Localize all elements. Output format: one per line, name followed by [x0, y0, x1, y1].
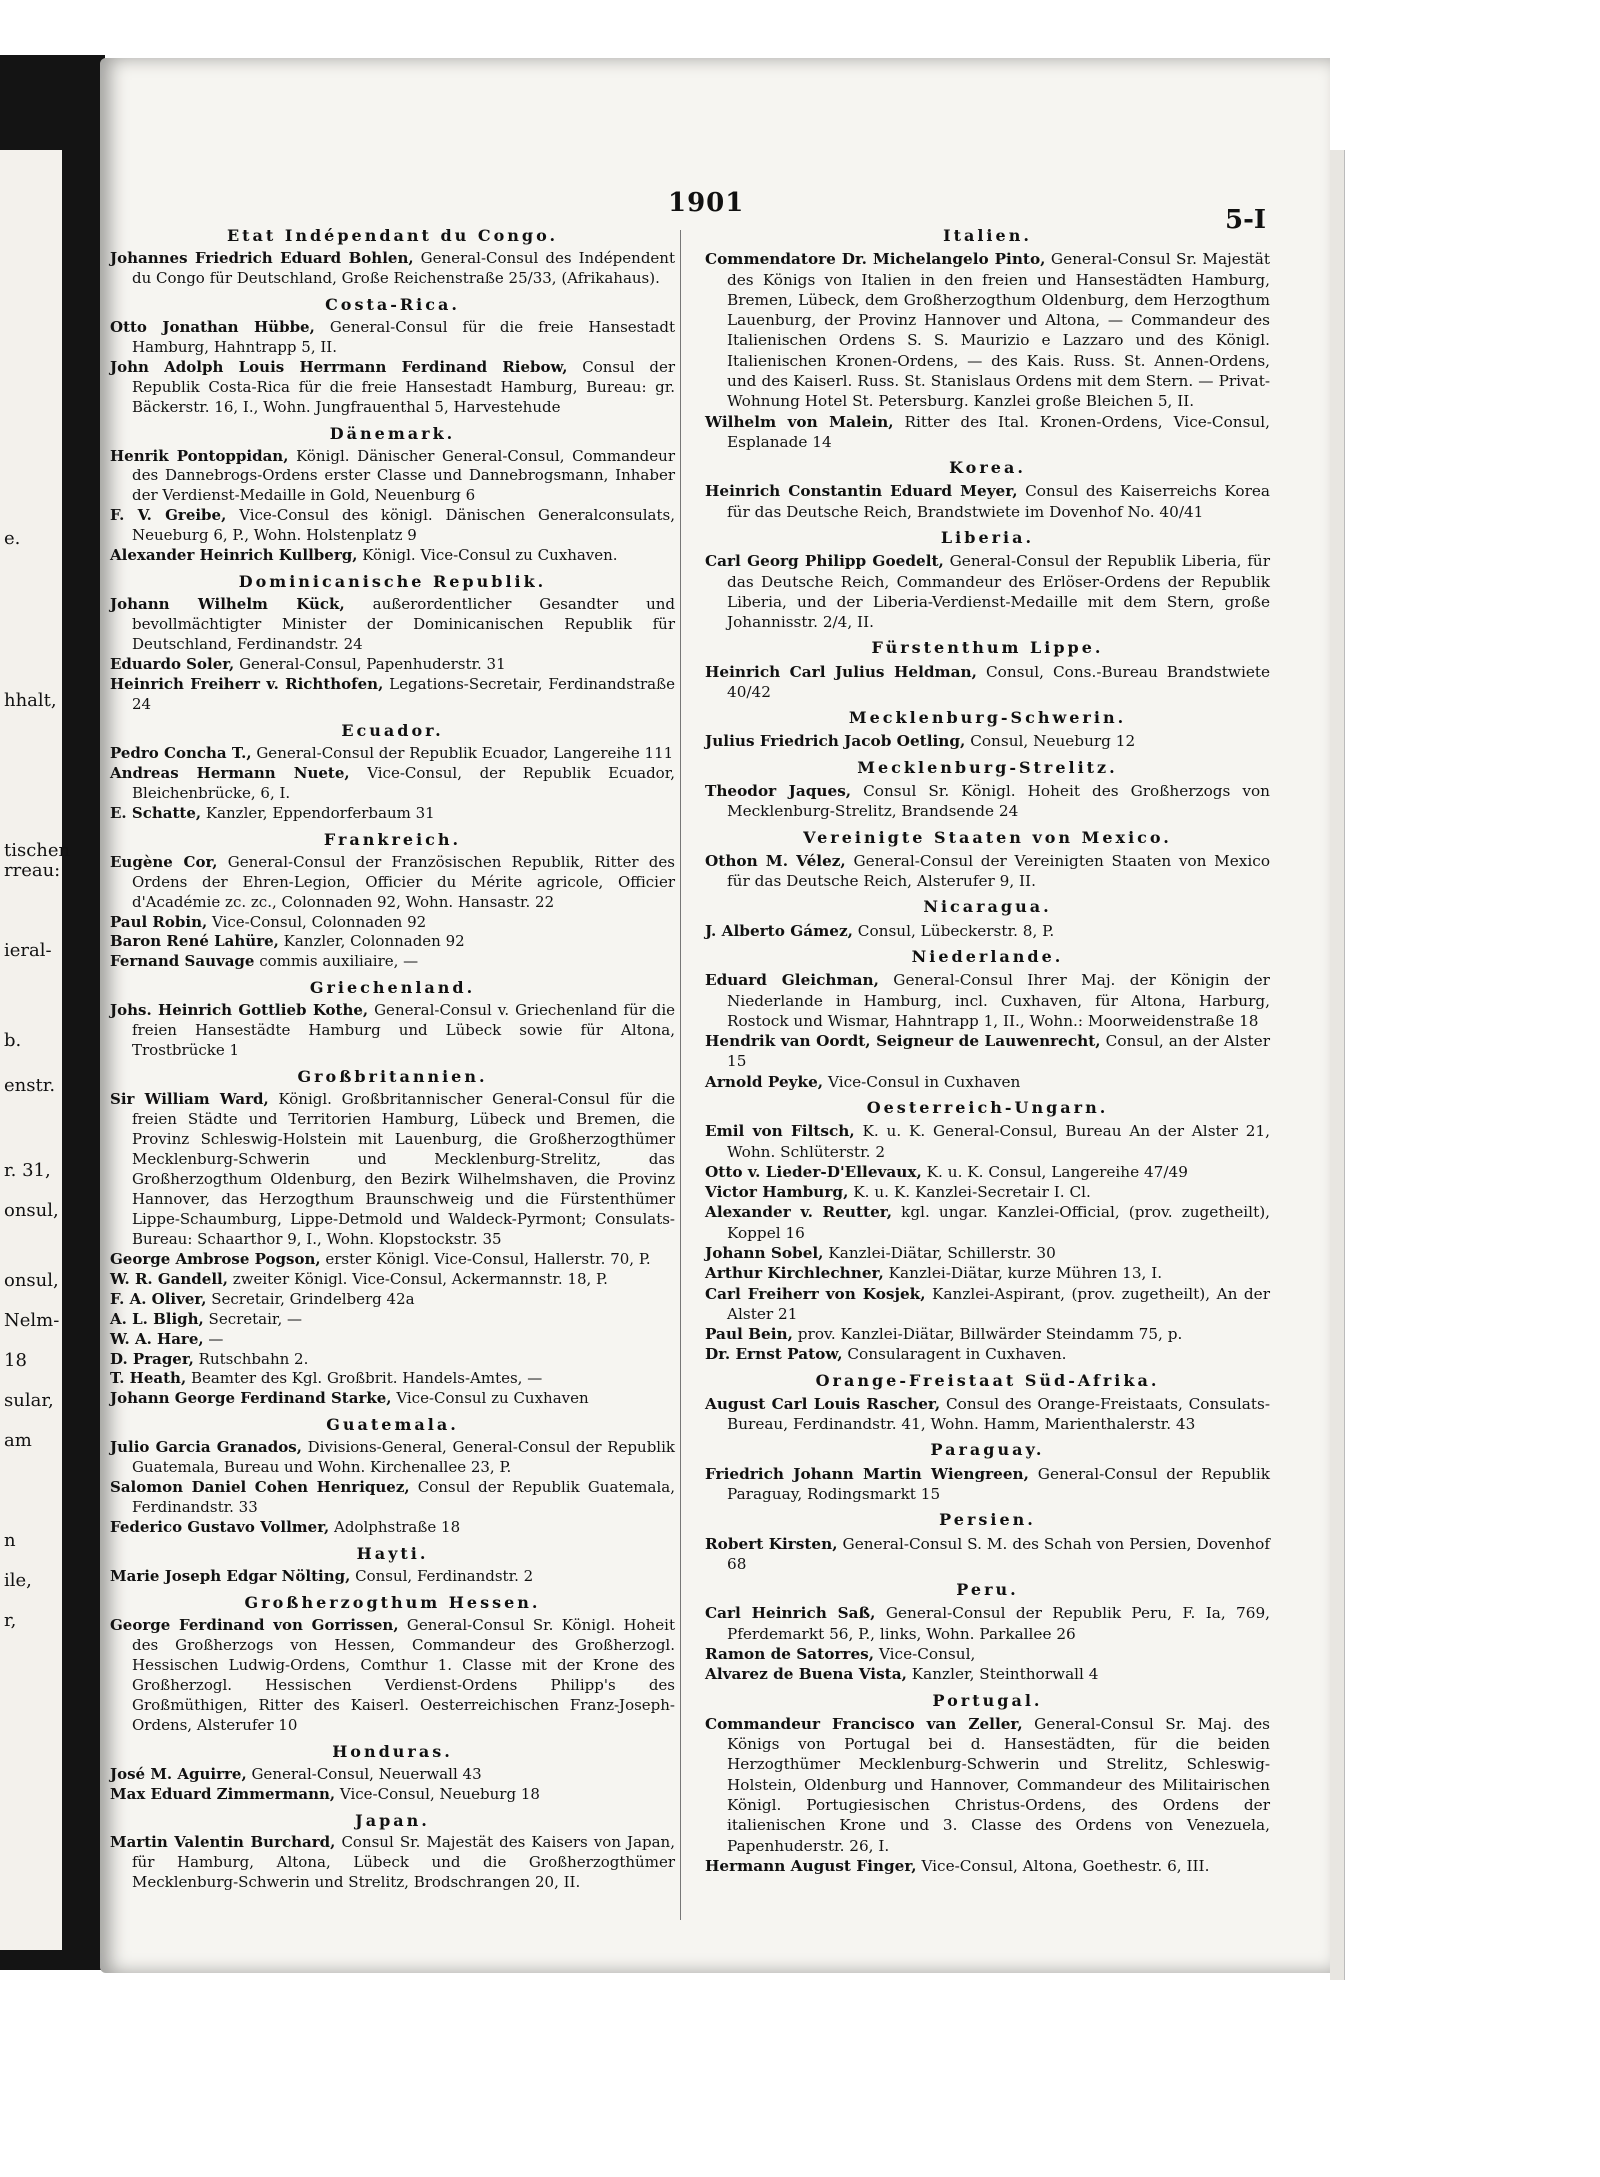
country-heading: Honduras. [332, 1741, 453, 1761]
consul-entry [705, 1121, 1270, 1162]
previous-page-edge [0, 150, 71, 1950]
country-heading: Nicaragua. [923, 897, 1052, 917]
previous-page-fragment: e. [4, 528, 21, 549]
consul-details: Vice-Consul, Altona, Goethestr. 6, III. [921, 1856, 1210, 1875]
consul-details: General-Consul der Vereinigten Staaten von Mexico für das Deutsche Reich, Alsterufer 9, II. [727, 851, 1271, 891]
consul-details: Königl. Großbritannischer General-Consul für die freien Städte und Territorien Hamburg, Lübeck und Bremen, die Provinz Schleswig-Holstein mit Lauenburg, die Großherzogthümer Mecklenburg-Schwerin und Mecklenburg-Strelitz, das Großherzogthum Oldenburg, den Bezirk Wilhelmshaven, die Provinz Hannover, das Herzogthum Braunschweig und die Fürstenthümer Lippe-Schaumburg, Lippe-Detmold und Waldeck-Pyrmont; Consulats-Bureau: Schaarthor 9, I., Wohn. Klopstockstr. 35 [132, 1090, 675, 1248]
country-heading: Liberia. [940, 527, 1035, 547]
consul-name: Theodor Jaques, [705, 782, 852, 801]
consul-details: General-Consul S. M. des Schah von Persien, Dovenhof 68 [727, 1534, 1270, 1573]
consul-details: General-Consul, Papenhuderstr. 31 [239, 655, 506, 674]
consul-name: F. V. Greibe, [110, 506, 227, 525]
consul-details: Ritter des Ital. Kronen-Ordens, Vice-Consul, Esplanade 14 [727, 412, 1270, 451]
consul-details: Consul des Orange-Freistaats, Consulats-Bureau, Ferdinandstr. 41, Wohn. Hamm, Marienthalerstr. 43 [727, 1394, 1270, 1434]
consul-name: Friedrich Johann Martin Wiengreen, [705, 1464, 1029, 1483]
country-heading: Etat Indépendant du Congo. [226, 226, 559, 245]
consul-entry [705, 1464, 1270, 1505]
previous-page-fragment: b. [4, 1030, 22, 1051]
consul-details: General-Consul der Republik Liberia, für das Deutsche Reich, Commandeur des Erlöser-Ordens der Republik Liberia, und der Liberia-Verdienst-Medaille mit dem Stern, große Johannisstr. 2/4, II. [727, 552, 1270, 632]
consul-entry [705, 1714, 1270, 1856]
country-heading: Paraguay. [930, 1440, 1045, 1460]
consul-details: General-Consul Sr. Maj. des Königs von Portugal bei d. Hansestädten, für die beiden Herzogthümer Mecklenburg-Schwerin und Strelitz, Schleswig-Holstein, Oldenburg und Hannover, Commandeur des Militairischen Königl. Portugiesischen Christus-Ordens, des Ordens der italienischen Krone und 3. Classe des Ordens von Venezuela, Papenhuderstr. 26, I. [727, 1714, 1270, 1855]
country-heading: Persien. [939, 1510, 1036, 1530]
consul-name: Andreas Hermann Nuete, [110, 763, 350, 782]
consul-name: Johann George Ferdinand Starke, [110, 1389, 392, 1408]
consul-details: General-Consul der Französischen Republik, Ritter des Ordens der Ehren-Legion, Officier du Mérite agricole, Officier d'Académie zc. zc., Colonnaden 92, Wohn. Hansastr. 22 [132, 852, 675, 911]
country-heading: Oesterreich-Ungarn. [866, 1097, 1109, 1117]
consul-details: Divisions-General, General-Consul der Republik Guatemala, Bureau und Wohn. Kirchenallee 23, P. [132, 1438, 675, 1477]
consul-name: Victor Hamburg, [705, 1183, 849, 1202]
consul-entry [110, 1330, 675, 1350]
consul-entry [110, 1765, 675, 1785]
consul-details: Consul, an der Alster 15 [727, 1032, 1270, 1071]
consul-name: W. A. Hare, [110, 1329, 204, 1348]
country-heading: Dominicanische Republik. [238, 572, 547, 592]
consul-details: General-Consul Ihrer Maj. der Königin der Niederlande in Hamburg, incl. Cuxhaven, für Altona, Harburg, Rostock und Wismar, Hahntrapp 1, II., Wohn.: Moorweidenstraße 18 [727, 971, 1270, 1030]
country-heading: Niederlande. [911, 947, 1064, 966]
previous-page-fragment: enstr. [4, 1075, 56, 1096]
consul-name: George Ambrose Pogson, [110, 1249, 321, 1268]
consul-name: Carl Heinrich Saß, [705, 1604, 876, 1623]
consul-details: Rutschbahn 2. [198, 1349, 309, 1368]
consul-details: Kanzlei-Aspirant, (prov. zugetheilt), An der Alster 21 [727, 1284, 1270, 1323]
previous-page-fragment: rreau: [4, 860, 61, 881]
consul-name: Martin Valentin Burchard, [110, 1833, 336, 1852]
consul-name: Julius Friedrich Jacob Oetling, [705, 732, 966, 751]
consul-name: Arthur Kirchlechner, [705, 1264, 884, 1283]
consul-details: Secretair, — [208, 1309, 302, 1328]
consul-details: Vice-Consul zu Cuxhaven [396, 1389, 589, 1408]
consul-name: Eduard Gleichman, [705, 971, 879, 990]
consul-name: Julio Garcia Granados, [110, 1438, 302, 1457]
consul-entry [705, 481, 1270, 522]
consul-name: E. Schatte, [110, 803, 202, 822]
consul-entry [110, 913, 675, 933]
consul-name: Johann Wilhelm Kück, [110, 595, 345, 614]
consul-entry [110, 318, 675, 358]
country-heading: Guatemala. [326, 1415, 459, 1435]
consul-details: Consul, Ferdinandstr. 2 [355, 1567, 534, 1586]
consul-details: außerordentlicher Gesandter und bevollmächtigter Minister der Dominicanischen Republik für Deutschland, Ferdinandstr. 24 [132, 595, 675, 654]
previous-page-fragment: ieral- [4, 940, 52, 961]
consul-entry [705, 1031, 1270, 1072]
consul-details: General-Consul des Indépendent du Congo für Deutschland, Große Reichenstraße 25/33, (Afrikahaus). [132, 248, 675, 287]
consul-details: Beamter des Kgl. Großbrit. Handels-Amtes, — [190, 1369, 543, 1388]
consul-entry [110, 1001, 675, 1061]
consul-entry [705, 1394, 1270, 1435]
consul-entry [110, 447, 675, 507]
consul-entry [110, 1250, 675, 1270]
left-column [110, 220, 675, 1893]
consul-entry [110, 1350, 675, 1370]
consul-name: Heinrich Freiherr v. Richthofen, [110, 675, 384, 694]
consul-details: Kanzler, Colonnaden 92 [283, 932, 465, 951]
consul-name: Johann Sobel, [705, 1243, 824, 1262]
previous-page-fragment: n [4, 1530, 16, 1551]
country-heading: Fürstenthum Lippe. [871, 638, 1104, 658]
consul-name: Max Eduard Zimmermann, [110, 1784, 336, 1803]
consul-details: Adolphstraße 18 [334, 1518, 461, 1537]
consul-details: Vice-Consul, Colonnaden 92 [212, 912, 427, 931]
consul-details: Secretair, Grindelberg 42a [211, 1289, 415, 1308]
country-heading: Großbritannien. [297, 1067, 488, 1087]
consul-entry [705, 1344, 1270, 1364]
consul-details: Vice-Consul, Neueburg 18 [339, 1784, 540, 1803]
consul-name: Pedro Concha T., [110, 743, 252, 762]
consul-entry [705, 1534, 1270, 1575]
consul-entry [705, 1603, 1270, 1644]
country-heading: Korea. [949, 458, 1026, 478]
consul-details: erster Königl. Vice-Consul, Hallerstr. 70, P. [325, 1249, 651, 1268]
consul-entry [705, 851, 1270, 892]
consul-entry [705, 1263, 1270, 1283]
consul-entry [705, 1664, 1270, 1684]
consul-name: José M. Aguirre, [110, 1764, 247, 1783]
consul-name: Sir William Ward, [110, 1090, 269, 1109]
consul-name: Baron René Lahüre, [110, 932, 279, 951]
consul-entry [110, 804, 675, 824]
consul-name: Emil von Filtsch, [705, 1122, 855, 1141]
consul-details: Vice-Consul in Cuxhaven [827, 1072, 1021, 1091]
consul-name: Marie Joseph Edgar Nölting, [110, 1567, 351, 1586]
consul-details: Kanzler, Eppendorferbaum 31 [205, 803, 435, 822]
consul-name: Eduardo Soler, [110, 655, 235, 674]
previous-page-fragment: onsul, [4, 1200, 59, 1221]
consul-name: F. A. Oliver, [110, 1289, 207, 1308]
country-heading: Costa-Rica. [325, 294, 460, 314]
consul-entry [110, 546, 675, 566]
consul-details: General-Consul der Republik Peru, F. Ia, 769, Pferdemarkt 56, P., links, Wohn. Parkallee 26 [727, 1604, 1270, 1643]
consul-name: Ramon de Satorres, [705, 1645, 875, 1663]
consul-name: Salomon Daniel Cohen Henriquez, [110, 1478, 410, 1497]
consul-details: Consul des Kaiserreichs Korea für das Deutsche Reich, Brandstwiete im Dovenhof No. 40/41 [727, 482, 1270, 521]
consul-entry [110, 1389, 675, 1409]
consul-name: Robert Kirsten, [705, 1534, 838, 1553]
consul-name: Heinrich Carl Julius Heldman, [705, 662, 977, 681]
consul-entry [110, 952, 675, 972]
country-heading: Peru. [956, 1580, 1019, 1600]
consul-details: Vice-Consul, [878, 1645, 976, 1663]
consul-entry [110, 358, 675, 418]
consul-name: Commendatore Dr. Michelangelo Pinto, [705, 250, 1046, 269]
consul-details: General-Consul Sr. Majestät des Königs von Italien in den freien und Hansestädten Hamburg, Bremen, Lübeck, dem Großherzogthum Oldenburg, dem Herzogthum Lauenburg, der Provinz Hannover und Altona, — Commandeur des Italienischen Ordens S. S. Maurizio e Lazzaro und des Königl. Italienischen Kronen-Ordens, — des Kais. Russ. St. Annen-Ordens, und des Kaiserl. Russ. St. Stanislaus Ordens mit dem Stern. — Privat-Wohnung Hotel St. Petersburg. Kanzlei große Bleichen 5, II. [727, 250, 1270, 411]
country-heading: Dänemark. [329, 423, 456, 443]
consul-details: Königl. Vice-Consul zu Cuxhaven. [362, 546, 618, 565]
consul-entry [110, 1270, 675, 1290]
consul-entry [110, 1310, 675, 1330]
country-heading: Portugal. [932, 1690, 1043, 1710]
consul-details: — [208, 1329, 224, 1348]
consul-entry [110, 249, 675, 289]
consul-details: General-Consul für die freie Hansestadt Hamburg, Hahntrapp 5, II. [132, 317, 675, 356]
consul-details: Kanzlei-Diätar, kurze Mühren 13, I. [888, 1264, 1163, 1283]
previous-page-fragment: 18 [4, 1350, 27, 1371]
consul-entry [705, 1856, 1270, 1876]
consul-entry [705, 970, 1270, 1031]
consul-name: Alvarez de Buena Vista, [705, 1665, 907, 1684]
previous-page-fragment: am [4, 1430, 32, 1451]
consul-name: George Ferdinand von Gorrissen, [110, 1615, 399, 1634]
previous-page-fragment: ile, [4, 1570, 32, 1591]
consul-details: kgl. ungar. Kanzlei-Official, (prov. zugetheilt), Koppel 16 [727, 1203, 1270, 1242]
consul-entry [705, 662, 1270, 703]
consul-entry [110, 675, 675, 715]
previous-page-fragment: Nelm- [4, 1310, 60, 1331]
country-heading: Vereinigte Staaten von Mexico. [803, 827, 1172, 847]
country-heading: Großherzogthum Hessen. [244, 1593, 541, 1612]
consul-entry [705, 1243, 1270, 1263]
consul-details: Consul, Lübeckerstr. 8, P. [857, 921, 1055, 940]
consul-details: Consul Sr. Majestät des Kaisers von Japan, für Hamburg, Altona, Lübeck und die Großherzogthümer Mecklenburg-Schwerin und Strelitz, Brodschrangen 20, II. [132, 1833, 675, 1892]
right-column [705, 220, 1270, 1876]
consul-name: Heinrich Constantin Eduard Meyer, [705, 482, 1018, 501]
consul-name: Commandeur Francisco van Zeller, [705, 1714, 1023, 1733]
consul-details: General-Consul, Neuerwall 43 [251, 1764, 482, 1783]
consul-details: K. u. K. Consul, Langereihe 47/49 [926, 1162, 1188, 1181]
consul-name: John Adolph Louis Herrmann Ferdinand Riebow, [110, 357, 568, 376]
consul-entry [110, 764, 675, 804]
consul-details: Consularagent in Cuxhaven. [847, 1345, 1067, 1364]
consul-entry [705, 1072, 1270, 1092]
consul-name: Fernand Sauvage [110, 952, 255, 971]
consul-details: Consul der Republik Costa-Rica für die freie Hansestadt Hamburg, Bureau: gr. Bäckerstr. 16, I., Wohn. Jungfrauenthal 5, Harvestehude [132, 357, 675, 416]
consul-name: August Carl Louis Rascher, [705, 1394, 941, 1413]
consul-details: Consul, Neueburg 12 [970, 732, 1136, 751]
page-year: 1901 [668, 188, 745, 218]
consul-entry [705, 781, 1270, 822]
consul-details: General-Consul Sr. Königl. Hoheit des Großherzogs von Hessen, Commandeur des Großherzogl. Hessischen Ludwig-Ordens, Comthur 1. Classe mit der Krone des Großherzogl. Hessischen Verdienst-Ordens Philipp's des Großmüthigen, Ritter des Kaiserl. Oesterreichischen Franz-Joseph-Ordens, Alsterufer 10 [132, 1615, 675, 1734]
consul-details: Legations-Secretair, Ferdinandstraße 24 [132, 675, 675, 713]
consul-entry [110, 1833, 675, 1893]
consul-name: Alexander v. Reutter, [705, 1203, 893, 1222]
previous-page-fragment: sular, [4, 1390, 54, 1411]
consul-entry [705, 921, 1270, 941]
consul-name: Henrik Pontoppidan, [110, 446, 289, 465]
page-edge [1330, 150, 1345, 1980]
country-heading: Mecklenburg-Strelitz. [857, 757, 1118, 777]
consul-name: Carl Georg Philipp Goedelt, [705, 552, 944, 571]
country-heading: Orange-Freistaat Süd-Afrika. [815, 1370, 1160, 1390]
consul-details: K. u. K. Kanzlei-Secretair I. Cl. [853, 1183, 1091, 1202]
consul-name: Eugène Cor, [110, 852, 218, 871]
country-heading: Hayti. [356, 1544, 429, 1564]
consul-entry [705, 1162, 1270, 1182]
consul-entry [705, 1324, 1270, 1344]
consul-details: Consul Sr. Königl. Hoheit des Großherzogs von Mecklenburg-Strelitz, Brandsende 24 [727, 782, 1270, 821]
consul-name: Wilhelm von Malein, [705, 412, 894, 431]
country-heading: Italien. [943, 226, 1032, 245]
consul-name: Dr. Ernst Patow, [705, 1345, 843, 1364]
consul-name: D. Prager, [110, 1349, 194, 1368]
consul-name: Hermann August Finger, [705, 1856, 917, 1875]
consul-entry [110, 506, 675, 546]
consul-details: General-Consul der Republik Paraguay, Rodingsmarkt 15 [727, 1464, 1270, 1504]
country-heading: Griechenland. [309, 978, 476, 998]
consul-name: A. L. Bligh, [110, 1309, 204, 1328]
consul-details: prov. Kanzlei-Diätar, Billwärder Steindamm 75, p. [797, 1325, 1183, 1344]
consul-entry [705, 551, 1270, 632]
country-heading: Ecuador. [341, 720, 444, 740]
consul-details: Königl. Dänischer General-Consul, Commandeur des Dannebrogs-Ordens erster Classe und Dannebrogsmann, Inhaber der Verdienst-Medaille in Gold, Neuenburg 6 [132, 446, 675, 505]
consul-details: Consul, Cons.-Bureau Brandstwiete 40/42 [727, 662, 1270, 701]
consul-name: Hendrik van Oordt, Seigneur de Lauwenrecht, [705, 1032, 1101, 1051]
consul-entry [705, 412, 1270, 453]
consul-name: Carl Freiherr von Kosjek, [705, 1284, 926, 1303]
consul-entry [110, 1478, 675, 1518]
consul-entry [705, 1644, 1270, 1664]
consul-details: Consul der Republik Guatemala, Ferdinandstr. 33 [132, 1478, 675, 1517]
consul-name: Johannes Friedrich Eduard Bohlen, [110, 248, 414, 267]
consul-name: Alexander Heinrich Kullberg, [110, 546, 358, 565]
consul-details: K. u. K. General-Consul, Bureau An der Alster 21, Wohn. Schlüterstr. 2 [727, 1122, 1270, 1161]
page-number: 5-I [1225, 205, 1267, 235]
column-divider [680, 230, 681, 1920]
consul-name: J. Alberto Gámez, [705, 921, 853, 940]
consul-name: Paul Robin, [110, 912, 208, 931]
consul-entry [110, 1438, 675, 1478]
previous-page-fragment: hhalt, [4, 690, 57, 711]
consul-entry [110, 932, 675, 952]
consul-entry [110, 1290, 675, 1310]
consul-entry [110, 1090, 675, 1250]
consul-entry [110, 595, 675, 655]
consul-name: Arnold Peyke, [705, 1072, 824, 1091]
consul-entry [705, 1284, 1270, 1325]
consul-name: Johs. Heinrich Gottlieb Kothe, [110, 1001, 369, 1020]
consul-entry [705, 1202, 1270, 1243]
consul-name: Otto Jonathan Hübbe, [110, 317, 315, 336]
consul-entry [110, 1567, 675, 1587]
consul-name: Othon M. Vélez, [705, 851, 846, 870]
consul-details: Vice-Consul, der Republik Ecuador, Bleichenbrücke, 6, I. [132, 763, 675, 802]
consul-details: Kanzlei-Diätar, Schillerstr. 30 [828, 1243, 1056, 1262]
previous-page-fragment: tischen [4, 840, 71, 861]
consul-details: General-Consul v. Griechenland für die freien Hansestädte Hamburg und Lübeck sowie für Altona, Trostbrücke 1 [132, 1001, 675, 1060]
consul-entry [110, 1785, 675, 1805]
consul-name: Paul Bein, [705, 1325, 793, 1344]
consul-entry [705, 731, 1270, 751]
consul-entry [110, 744, 675, 764]
consul-name: W. R. Gandell, [110, 1269, 228, 1288]
previous-page-fragment: r, [4, 1610, 17, 1631]
consul-entry [110, 1616, 675, 1736]
consul-name: Federico Gustavo Vollmer, [110, 1518, 330, 1537]
consul-name: Otto v. Lieder-D'Ellevaux, [705, 1162, 922, 1181]
consul-entry [110, 853, 675, 913]
country-heading: Japan. [355, 1810, 430, 1830]
consul-entry [110, 1369, 675, 1389]
consul-entry [705, 249, 1270, 411]
previous-page-fragment: r. 31, [4, 1160, 51, 1181]
country-heading: Frankreich. [323, 829, 462, 849]
country-heading: Mecklenburg-Schwerin. [848, 708, 1127, 728]
consul-details: zweiter Königl. Vice-Consul, Ackermannstr. 18, P. [232, 1269, 608, 1288]
consul-entry [705, 1182, 1270, 1202]
consul-entry [110, 655, 675, 675]
consul-name: T. Heath, [110, 1369, 187, 1388]
consul-details: commis auxiliaire, — [259, 952, 419, 971]
consul-details: General-Consul der Republik Ecuador, Langereihe 111 [256, 743, 674, 762]
consul-entry [110, 1518, 675, 1538]
consul-details: Vice-Consul des königl. Dänischen Generalconsulats, Neueburg 6, P., Wohn. Holstenplatz 9 [132, 506, 675, 545]
consul-details: Kanzler, Steinthorwall 4 [911, 1665, 1099, 1684]
previous-page-fragment: onsul, [4, 1270, 59, 1291]
